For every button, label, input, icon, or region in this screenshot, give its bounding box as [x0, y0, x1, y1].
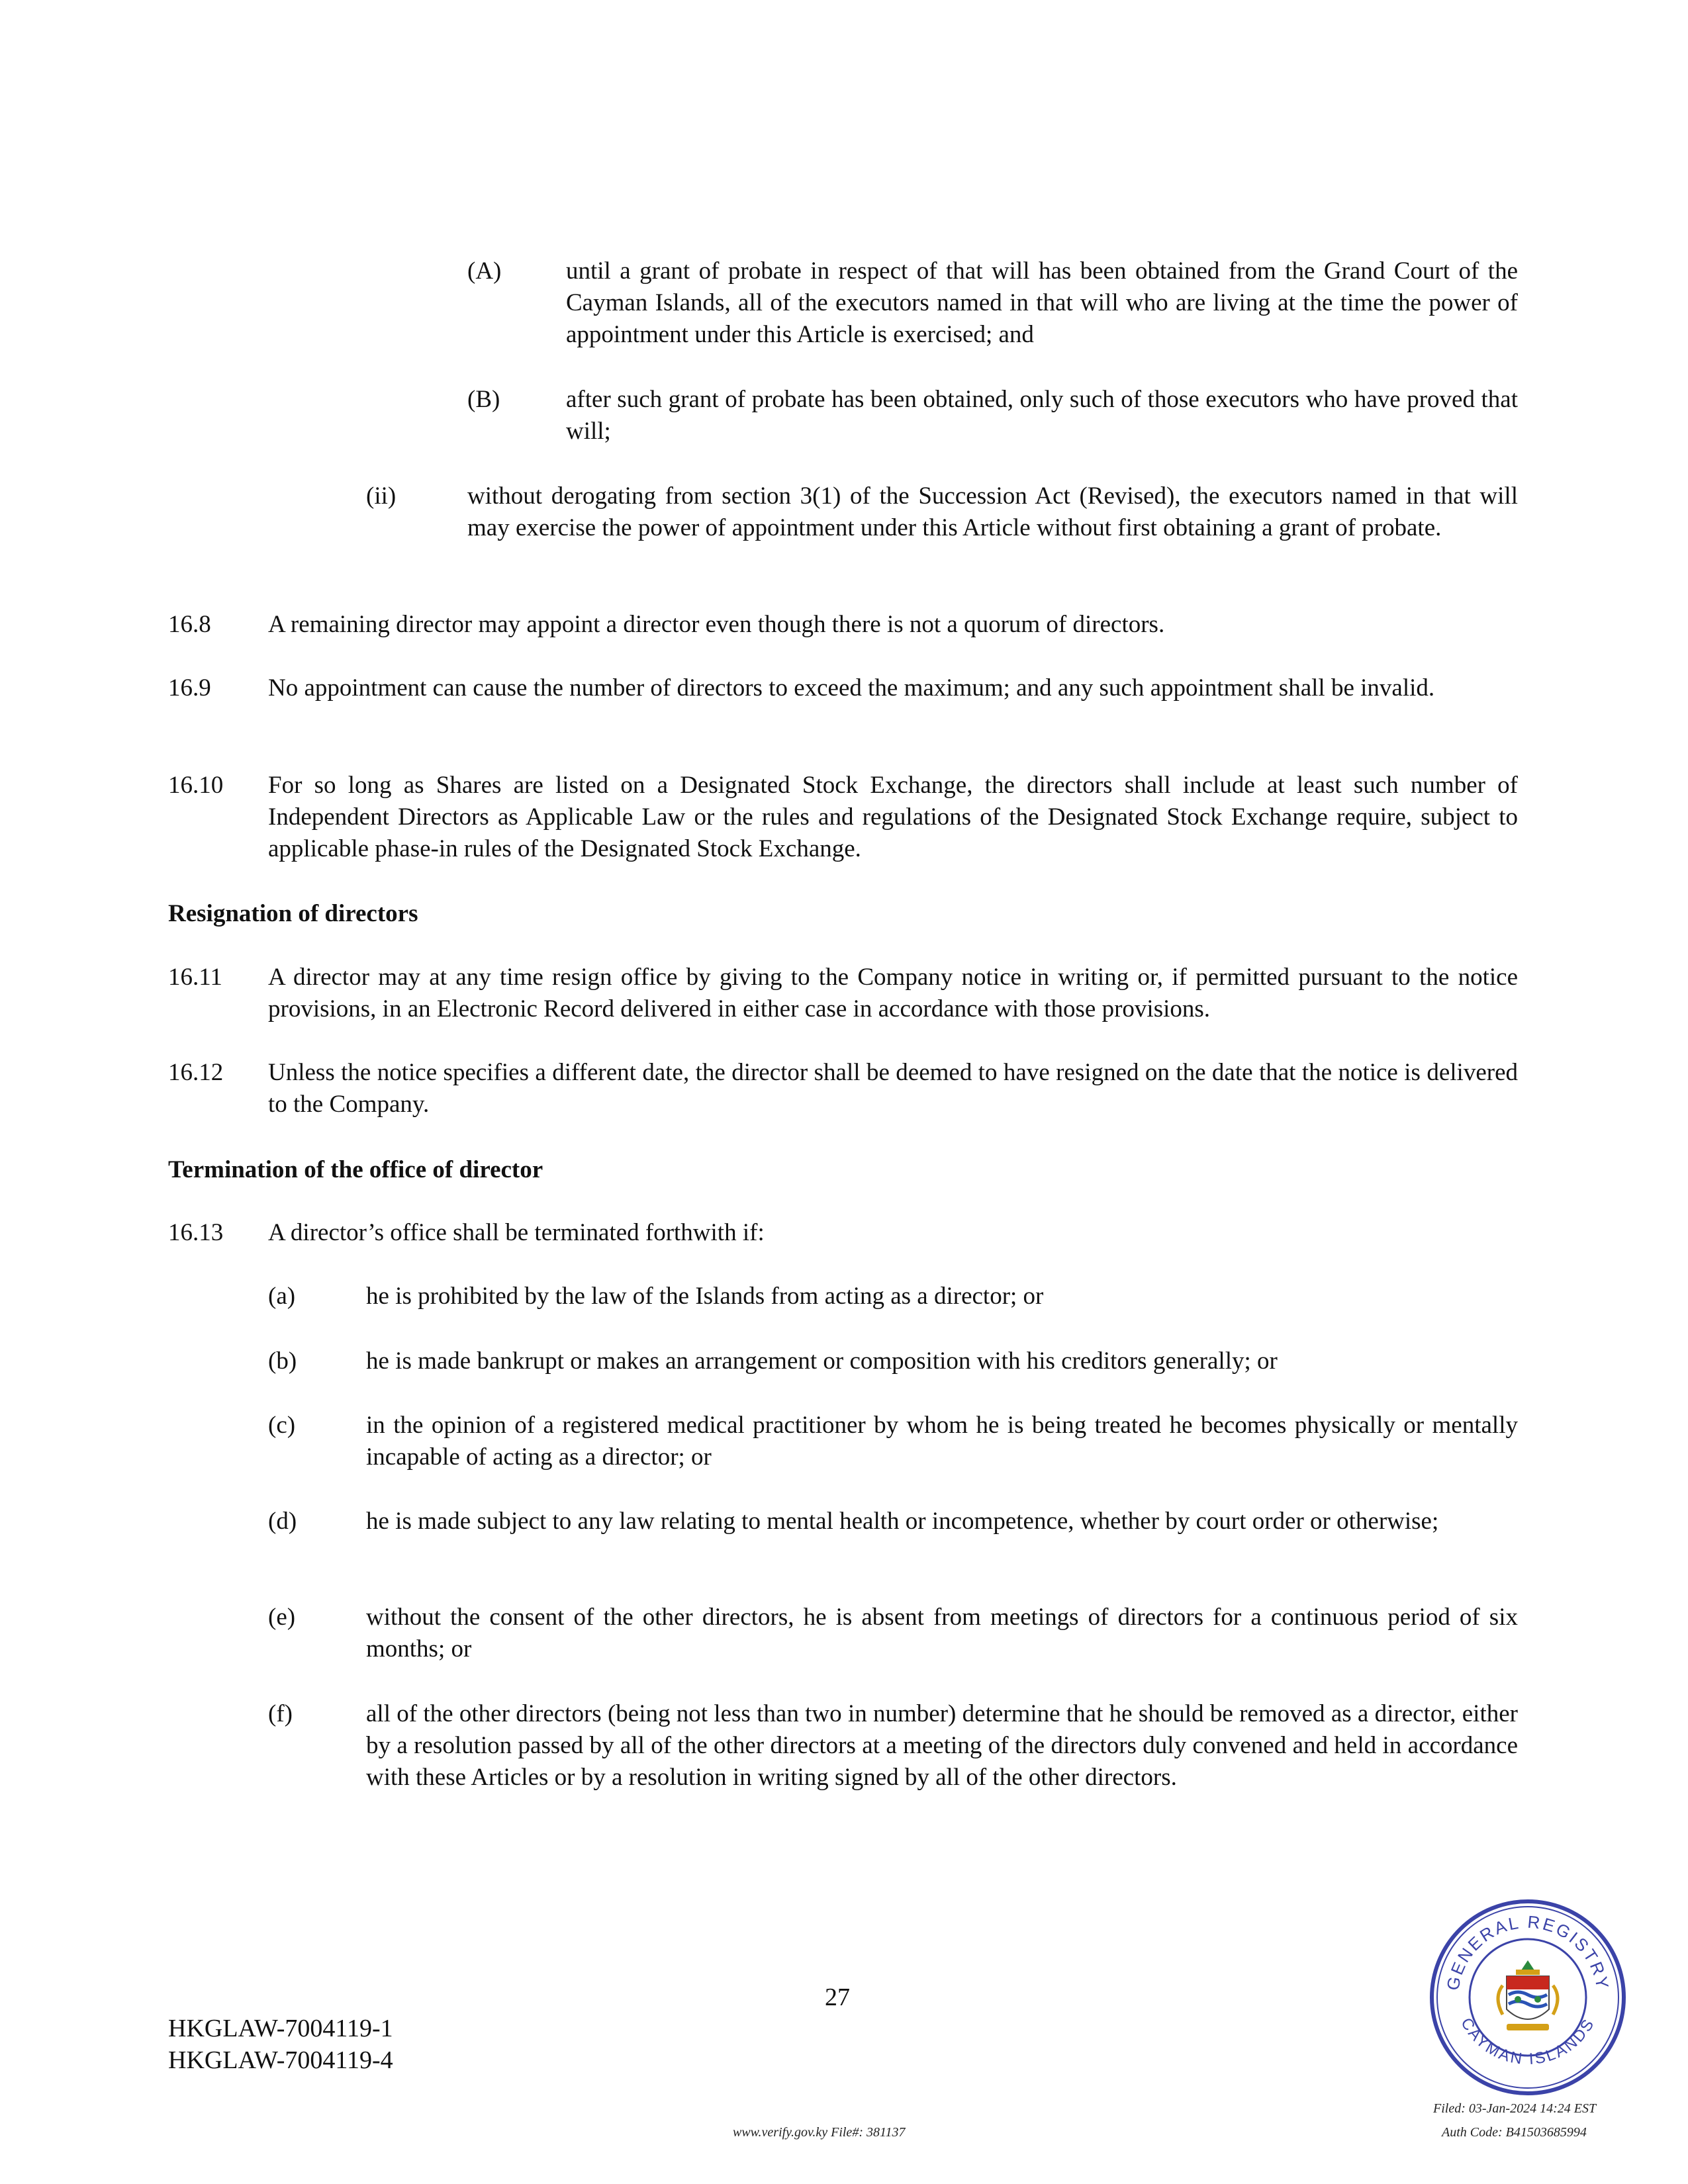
filed-stamp: Filed: 03-Jan-2024 14:24 EST [1433, 2101, 1597, 2116]
clause-text-16-9: No appointment can cause the number of directors to exceed the maximum; and any such appointment shall be invalid. [268, 674, 1435, 702]
item-label-A: (A) [467, 257, 502, 285]
clause-number-16-8: 16.8 [168, 611, 211, 638]
item-label-b: (b) [268, 1347, 297, 1375]
item-text-f: all of the other directors (being not less than two in number) determine that he should be removed as a director, either by a resolution passed by all of the other directors at a meeting of the directors duly convened and held in accordance with these Articles or by a resolution in writing signed by all of the other directors. [366, 1700, 1518, 1791]
item-text-B: after such grant of probate has been obtained, only such of those executors who have proved that will; [566, 386, 1518, 445]
item-text-e: without the consent of the other directors, he is absent from meetings of directors for a continuous period of six months; or [366, 1604, 1518, 1662]
item-text-c: in the opinion of a registered medical practitioner by whom he is being treated he becomes physically or mentally incapable of acting as a director; or [366, 1412, 1518, 1471]
seal-top-text: GENERAL REGISTRY [1442, 1911, 1613, 1992]
item-label-f: (f) [268, 1700, 293, 1727]
clause-number-16-9: 16.9 [168, 674, 211, 702]
item-label-B: (B) [467, 386, 500, 413]
item-text-a: he is prohibited by the law of the Islands from acting as a director; or [366, 1283, 1044, 1310]
item-label-c: (c) [268, 1412, 296, 1439]
clause-text-16-10: For so long as Shares are listed on a Designated Stock Exchange, the directors shall include at least such number of Independent Directors as Applicable Law or the rules and regulations of the Designated Stock Exchange require, subject to applicable phase-in rules of the Designated Stock Exchange. [268, 772, 1518, 862]
verify-url: www.verify.gov.ky File#: 381137 [733, 2125, 906, 2140]
clause-text-16-11: A director may at any time resign office by giving to the Company notice in writing or, if permitted pursuant to the notice provisions, in an Electronic Record delivered in either case in accordance with those provisions. [268, 964, 1518, 1023]
item-text-d: he is made subject to any law relating to mental health or incompetence, whether by court order or otherwise; [366, 1508, 1439, 1535]
clause-text-16-8: A remaining director may appoint a director even though there is not a quorum of directors. [268, 611, 1165, 638]
page-number: 27 [825, 1983, 850, 2011]
heading-termination: Termination of the office of director [168, 1156, 543, 1183]
item-label-d: (d) [268, 1508, 297, 1535]
general-registry-seal [1429, 1898, 1627, 2097]
item-text-ii: without derogating from section 3(1) of the Succession Act (Revised), the executors named in that will may exercise the power of appointment under this Article without first obtaining a grant of probate. [467, 482, 1518, 541]
item-label-e: (e) [268, 1604, 296, 1631]
document-id-2: HKGLAW-7004119-4 [168, 2046, 393, 2074]
clause-number-16-11: 16.11 [168, 964, 222, 991]
clause-number-16-10: 16.10 [168, 772, 224, 799]
document-id-1: HKGLAW-7004119-1 [168, 2015, 393, 2042]
seal-bottom-text: CAYMAN ISLANDS [1457, 2015, 1599, 2069]
item-label-ii: (ii) [366, 482, 397, 510]
clause-number-16-13: 16.13 [168, 1219, 224, 1246]
auth-code: Auth Code: B41503685994 [1442, 2125, 1587, 2140]
item-text-A: until a grant of probate in respect of that will has been obtained from the Grand Court of the Cayman Islands, all of the executors named in that will who are living at the time the power of appointment under this Article is exercised; and [566, 257, 1518, 348]
item-label-a: (a) [268, 1283, 296, 1310]
clause-text-16-13: A director’s office shall be terminated forthwith if: [268, 1219, 765, 1246]
clause-number-16-12: 16.12 [168, 1059, 224, 1086]
item-text-b: he is made bankrupt or makes an arrangement or composition with his creditors generally; or [366, 1347, 1278, 1375]
clause-text-16-12: Unless the notice specifies a different date, the director shall be deemed to have resigned on the date that the notice is delivered to the Company. [268, 1059, 1518, 1118]
heading-resignation: Resignation of directors [168, 900, 418, 927]
